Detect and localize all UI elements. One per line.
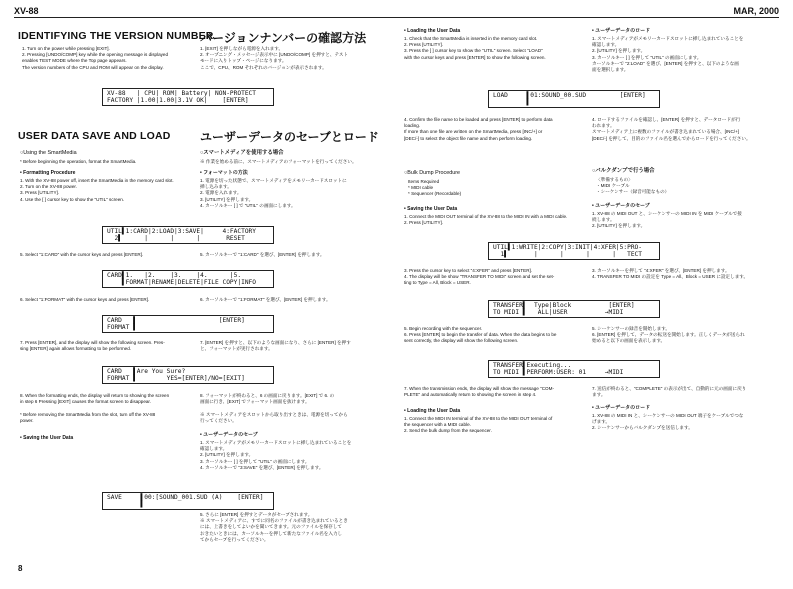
load-steps-en: 1. Check that the SmartMedia is inserted in the memory card slot. 2. Press [UTILITY]. 3. Press the [ ] cursor key to show the "UTIL" screen. Select "LOAD" with the cursor keys and press [ENTER] to show the following screen. [404,36,546,60]
load-title-en: • Loading the User Data [404,28,461,34]
fmt-title-ja: • フォーマットの方法 [200,170,248,176]
lcd-util-xfer: UTIL▌1:WRITE|2:COPY|3:INIT|4:XFER|5:PRO- 1▌ | | | | TECT [488,242,660,260]
bulk-load-steps-en: 1. Connect the MIDI IN terminal of the XV-88 to the MIDI OUT terminal of the sequencer with a MIDI cable. 2. Send the bulk dump from the sequencer. [404,416,553,434]
step8-en: 8. When the formatting ends, the display will return to showing the screen in step 6 Pressing [EXIT] causes the format screen to disappear. [20,393,170,405]
lcd-format: CARD ▌ [ENTER] FORMAT ▌ [102,315,274,333]
usd-title-ja: ユーザーデータのセーブとロード [200,130,379,144]
step7-en: 7. Press [ENTER], and the display will show the following screen. Pres- sing [ENTER] again allows formatting to be performed. [20,340,165,352]
bulk-step5-6-en: 5. Begin recording with the sequencer. 6. Press [ENTER] to begin the transfer of data. When the data begins to be sent correctly, the display will show the following screen. [404,326,557,344]
lcd-save: SAVE ▌00:[SOUND_001.SUD (A) [ENTER] ▌ [102,492,274,510]
usd-title-en: USER DATA SAVE AND LOAD [18,130,171,142]
bulk-load-title-ja: • ユーザーデータのロード [592,405,651,411]
lcd-load: LOAD ▌01:SOUND_00.SUD [ENTER] ▌ [488,90,660,108]
bulk-title-ja: ○バルクダンプで行う場合 [592,168,655,174]
circle-bullet-icon: ○ [20,150,24,156]
step8-ja: 8. フォーマットが終わると、6 の画面に戻ります。[EXIT] で 6. の 画面に行き、[EXIT] でフォーマット画面を抜けます。 [200,393,335,405]
save-steps-ja: 1. スマートメディアがメモリーカードスロットに挿し込まれていることを 確認します。 2. [UTILITY] を押します。 3. カーソルキー [ ] を押して "UTIL" の画面にします。 4. カーソルキーで "3:SAVE" を選び、[ENTER] を押します。 [200,440,352,470]
version-steps-ja: 1. [EXIT] を押しながら電源を入れます。 2. オープニング・メッセージ表示中に [UNDO/COMP] を押すと、テスト モードに入りトップ・ページになります。 ここで、CPU、ROM それぞれのバージョンが表示されます。 [200,46,349,70]
using-sm-en: ○Using the SmartMedia [20,150,77,156]
bulk-load-steps-ja: 1. XV-88 の MIDI IN と、シーケンサーの MIDI OUT 端子をケーブルでつな げます。 2. シーケンサーからバルクダンプを送信します。 [592,413,744,431]
lcd-transfer: TRANSFER▌ Type|Block [ENTER] TO MIDI ▌ ALL|USER →MIDI [488,300,660,318]
using-sm-note-en: * Before beginning the operation, format the SmartMedia. [20,159,137,164]
circle-bullet-icon: ○ [404,170,408,176]
bulk-step3-4-ja: 3. カーソルキーを押して "4:XFER" を選び、[ENTER] を押します。 4. TRANSFER TO MIDI の設定を Type = All、Block = USER に設定します。 [592,268,749,280]
lcd-card: CARD▌1. |2. |3. |4. |5. ▌FORMAT|RENAME|DELETE|FILE COPY|INFO [102,270,274,288]
lcd-util: UTIL▌1:CARD|2:LOAD|3:SAVE| 4:FACTORY 2▌ | | | RESET [102,226,274,244]
bulk-step7-ja: 7. 送信が終わると、"COMPLETE" の表示が出て、自動的に元の画面に戻り ます。 [592,386,747,398]
fmt-title-en: • Formatting Procedure [20,170,76,176]
load-step4-en: 4. Confirm the file name to be loaded and press [ENTER] to perform data loading. If more than one file are written on the SmartMedia, press [INC/+] or [DEC/-] to select the object file name and then perform loading. [404,117,553,141]
circle-bullet-icon: ○ [592,168,596,174]
version-title-ja: バージョンナンバーの確認方法 [200,31,367,45]
step5-ja: 5. カーソルキーで "1:CARD" を選び、[ENTER] を押します。 [200,252,325,257]
using-sm-ja: ○スマートメディアを使用する場合 [200,150,284,156]
version-title-en: IDENTIFYING THE VERSION NUMBER [18,30,214,42]
bulk-step3-4-en: 3. Press the cursor key to select "4:XFER" and press [ENTER]. 4. The display will be show "TRANSFER TO MIDI" screen and set the set- ting to Type = All, Block = USER. [404,268,555,286]
step6-ja: 6. カーソルキーで "1:FORMAT" を選び、[ENTER] を押します。 [200,297,331,302]
fmt-steps-en: 1. With the XV-88 power off, insert the SmartMedia in the memory card slot. 2. Turn on the XV-88 power. 3. Press [UTILITY]. 4. Use the [ ] cursor key to show the "UTIL" screen. [20,178,174,202]
load-step4-ja: 4. ロードするファイルを確認し、[ENTER] を押すと、データロードが行 われます。 スマートメディア上に複数のファイルが書き込まれている場合、[INC/+] [DEC/-] を押して、目的のファイル名を選んでからロードを行ってください。 [592,117,751,141]
step7-ja: 7. [ENTER] を押すと、以下のような画面になり、さらに [ENTER] を押す と、フォーマットが実行されます。 [200,340,351,352]
step6-en: 6. Select "1:FORMAT" with the cursor keys and press [ENTER]. [20,297,150,302]
version-steps-en: 1. Turn on the power while pressing [EXIT]. 2. Pressing [UNDO/COMP] key while the opening message is displayed enables TEST MODE where the Top page appears. The version numbers of the CPU and ROM will appear on the display. [22,46,169,70]
bulk-title-en: ○Bulk Dump Procedure [404,170,460,176]
header-rule [14,17,779,18]
step5-en: 5. Select "1:CARD" with the cursor keys and press [ENTER]. [20,252,144,257]
header-model: XV-88 [14,6,39,16]
note9-ja: ※ スマートメディアをスロットから取り出すときは、電源を切ってから 行ってください。 [200,412,348,424]
bulk-step7-en: 7. When the transmission ends, the display will show the message "COM- PLETE" and automatically return to showing the screen in step 4. [404,386,554,398]
using-sm-note-ja: ※ 作業を始める前に、スマートメディアのフォーマットを行ってください。 [200,159,357,164]
lcd-executing: TRANSFER▌Executing... TO MIDI ▌PERFORM:USER: 01 →MIDI [488,360,660,378]
bulk-step5-6-ja: 5. シーケンサーの録音を開始します。 6. [ENTER] を押して、データの転送を開始します。正しくデータが送られ 始めると以下の画面を表示します。 [592,326,745,344]
bulk-save-steps-en: 1. Connect the MIDI OUT terminal of the XV-88 to the MIDI IN with a MIDI cable. 2. Press [UTILITY]. [404,214,568,226]
bulk-save-title-en: • Saving the User Data [404,206,458,212]
load-title-ja: • ユーザーデータのロード [592,28,651,34]
lcd-version: XV-88 | CPU| ROM| Battery| NON-PROTECT FACTORY |1.00|1.00|3.1V OK| [ENTER] [102,88,274,106]
save-title-ja: • ユーザーデータのセーブ [200,432,258,438]
bulk-items-en: Items Required * MIDI cable * Sequencer (Recordable) [408,179,462,197]
lcd-are-you-sure: CARD ▌Are You Sure? FORMAT ▌ YES=[ENTER]/NO=[EXIT] [102,366,274,384]
page-number: 8 [18,564,23,573]
circle-bullet-icon: ○ [200,150,204,156]
bulk-save-title-ja: • ユーザーデータのセーブ [592,203,650,209]
bulk-save-steps-ja: 1. XV-88 の MIDI OUT と、シーケンサーの MIDI IN を MIDI ケーブルで接 続します。 2. [UTILITY] を押します。 [592,211,742,229]
bulk-load-title-en: • Loading the User Data [404,408,461,414]
bulk-items-ja: 〈準備するもの〉 ・MIDI ケーブル ・シーケンサー（録音可能なもの） [596,177,670,195]
header-date: MAR, 2000 [733,6,779,16]
note9-en: * Before removing the SmartMedia from the slot, turn off the XV-88 power. [20,412,156,424]
load-steps-ja: 1. スマートメディアがメモリーカードスロットに挿し込まれていることを 確認します。 2. [UTILITY] を押します。 3. カーソルキー [ ] を押して "UTIL" の画面にします。 カーソルキーで "2:LOAD" を選び、[ENTER] を押すと、以下のような画 面を選択します。 [592,36,744,73]
fmt-steps-ja: 1. 電源を切った状態で、スマートメディアをメモリーカードスロットに 挿し込みます。 2. 電源を入れます。 3. [UTILITY] を押します。 4. カーソルキー [ ] で "UTIL" の画面にします。 [200,178,347,208]
save-end-ja: 5. さらに [ENTER] を押すとデータがセーブされます。 ※ スマートメディアに、すでに同名のファイルが書き込まれているとき には、上書きをしてよいかを聞いてきます。元のファイルを保存して おきたいときには、カーソルキーを押して新たなファイル名を入力し てからセーブを行ってください。 [200,512,348,542]
save-title-en: • Saving the User Data [20,435,74,441]
